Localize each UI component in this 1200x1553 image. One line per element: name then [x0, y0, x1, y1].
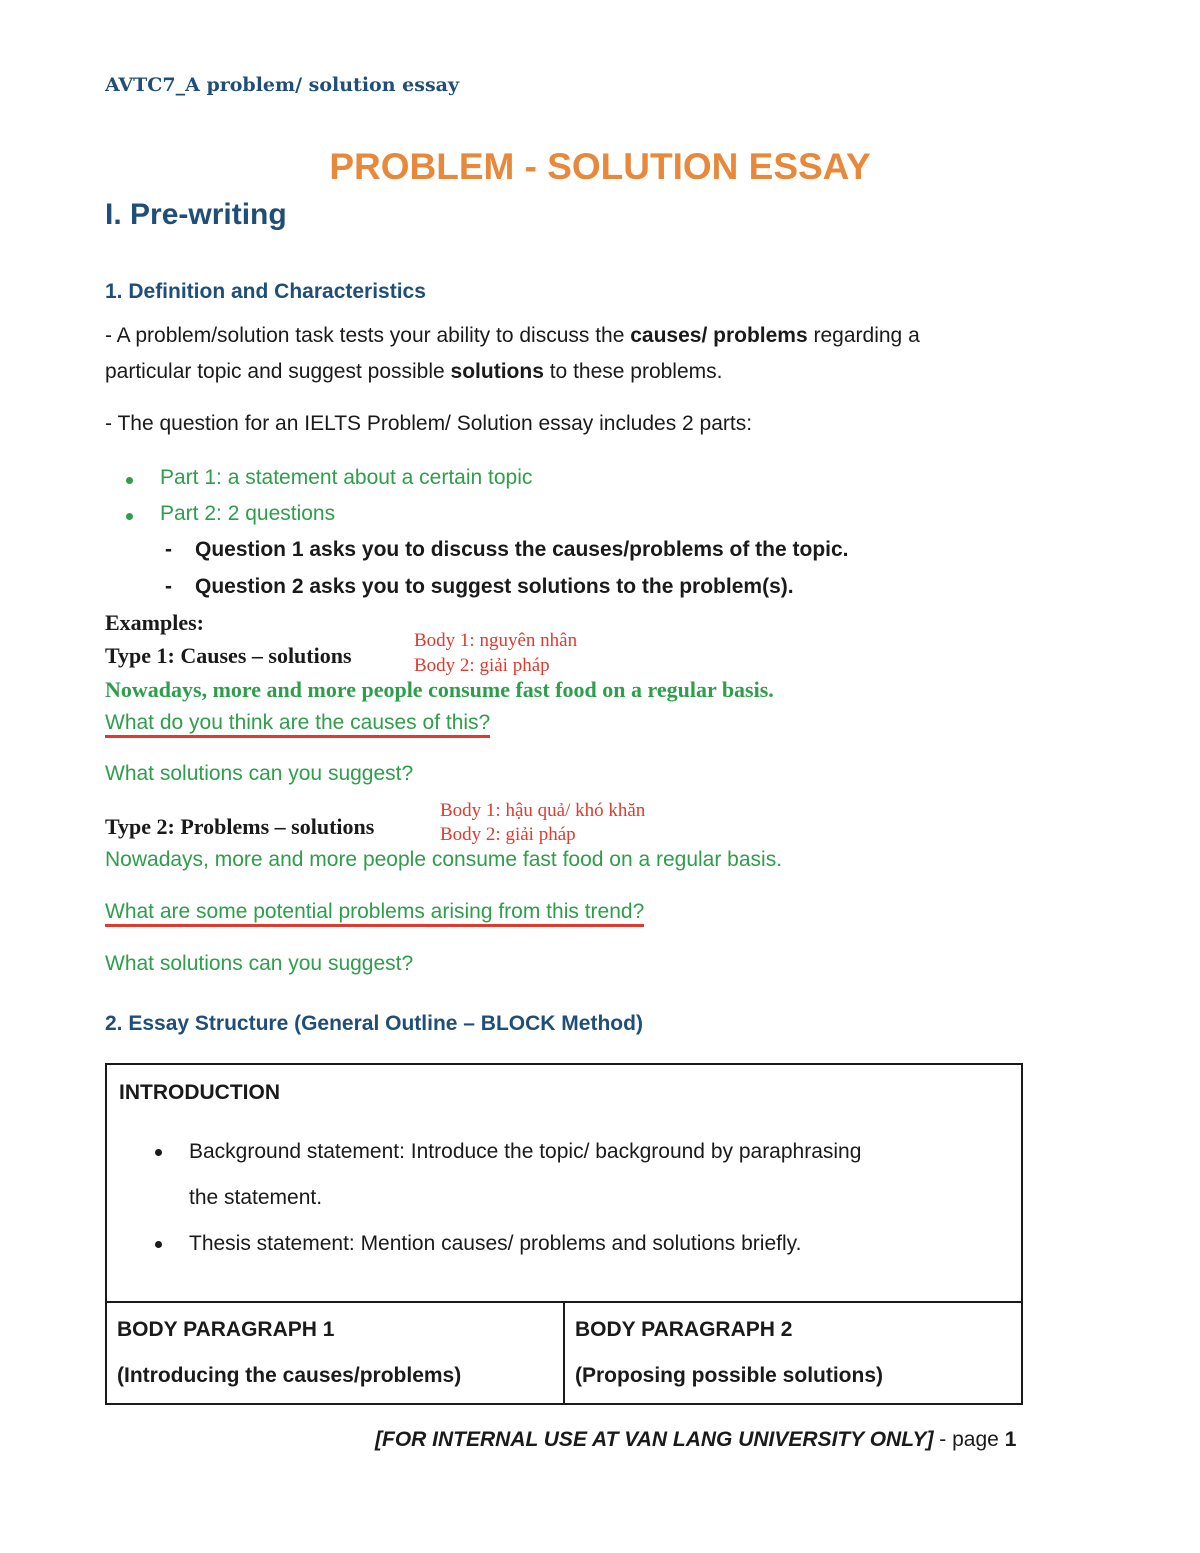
body-2-title: BODY PARAGRAPH 2: [575, 1318, 793, 1341]
bullet-dot-icon: [126, 513, 133, 520]
type-1-label: Type 1: Causes – solutions: [105, 643, 352, 668]
body-paragraph-1-cell: [106, 1302, 564, 1404]
type-1-note-body2: Body 2: giải pháp: [414, 655, 550, 676]
intro-item-background: [189, 1129, 1009, 1175]
page-title: PROBLEM - SOLUTION ESSAY: [329, 146, 871, 187]
type-2-question-2: What solutions can you suggest?: [105, 952, 414, 975]
question-parts-intro: - The question for an IELTS Problem/ Solution essay includes 2 parts:: [105, 412, 753, 435]
bullet-dot-icon: [126, 477, 133, 484]
intro-item-text: Thesis statement: Mention causes/ problems and solutions briefly.: [189, 1232, 802, 1255]
footer-note: [FOR INTERNAL USE AT VAN LANG UNIVERSITY ONLY]: [375, 1428, 934, 1451]
introduction-list: [189, 1129, 1009, 1267]
question-1-text: Question 1 asks you to discuss the causes/problems of the topic.: [195, 538, 849, 561]
page-footer: [375, 1428, 1016, 1452]
text-span: particular topic and suggest possible: [105, 360, 451, 383]
question-1-item: [165, 538, 849, 562]
definition-paragraph-line1: [105, 324, 920, 348]
essay-outline-table: [105, 1063, 1023, 1405]
document-header: AVTC7_A problem/ solution essay: [105, 74, 459, 96]
text-span: to these problems.: [543, 360, 723, 383]
type-2-note-body2: Body 2: giải pháp: [440, 824, 576, 845]
definition-paragraph-line2: [105, 360, 722, 384]
part-1-text: Part 1: a statement about a certain topic: [160, 466, 533, 489]
definition-heading: 1. Definition and Characteristics: [105, 280, 426, 303]
underlined-question: What are some potential problems arising from this trend?: [105, 900, 644, 927]
dash-icon: -: [165, 575, 172, 598]
body-1-subtitle: (Introducing the causes/problems): [117, 1364, 462, 1387]
part-2-text: Part 2: 2 questions: [160, 502, 336, 525]
underlined-question: What do you think are the causes of this?: [105, 711, 490, 738]
footer-separator: - page: [933, 1428, 1005, 1451]
essay-structure-heading: 2. Essay Structure (General Outline – BLOCK Method): [105, 1012, 643, 1035]
type-1-question-1: [105, 711, 490, 735]
introduction-cell: [106, 1064, 1022, 1302]
type-1-note-body1: Body 1: nguyên nhân: [414, 630, 578, 651]
type-2-question-1: [105, 900, 644, 924]
bold-solutions: solutions: [450, 360, 544, 383]
bullet-part-2: [160, 502, 335, 526]
type-2-label: Type 2: Problems – solutions: [105, 814, 375, 839]
intro-item-thesis: [189, 1221, 1009, 1267]
examples-label: Examples:: [105, 610, 204, 635]
body-2-subtitle: (Proposing possible solutions): [575, 1364, 884, 1387]
bold-causes: causes/ problems: [630, 324, 808, 347]
question-2-item: [165, 575, 794, 599]
introduction-title: INTRODUCTION: [119, 1081, 280, 1104]
bullet-dot-icon: [155, 1241, 162, 1248]
dash-icon: -: [165, 538, 172, 561]
question-2-text: Question 2 asks you to suggest solutions to the problem(s).: [195, 575, 794, 598]
text-span: - A problem/solution task tests your ability to discuss the: [105, 324, 631, 347]
type-1-statement: Nowadays, more and more people consume fast food on a regular basis.: [105, 677, 774, 702]
bullet-part-1: [160, 466, 532, 490]
page-number: 1: [1004, 1428, 1017, 1451]
body-1-title: BODY PARAGRAPH 1: [117, 1318, 335, 1341]
body-paragraph-2-cell: [564, 1302, 1022, 1404]
type-2-note-body1: Body 1: hậu quả/ khó khăn: [440, 800, 646, 821]
bullet-dot-icon: [155, 1149, 162, 1156]
intro-item-continuation: the statement.: [189, 1186, 323, 1209]
intro-item-text: Background statement: Introduce the topic/ background by paraphrasing: [189, 1140, 862, 1163]
type-2-statement: Nowadays, more and more people consume fast food on a regular basis.: [105, 848, 783, 871]
type-1-question-2: What solutions can you suggest?: [105, 762, 414, 785]
section-title: I. Pre-writing: [105, 198, 287, 231]
text-span: regarding a: [807, 324, 920, 347]
